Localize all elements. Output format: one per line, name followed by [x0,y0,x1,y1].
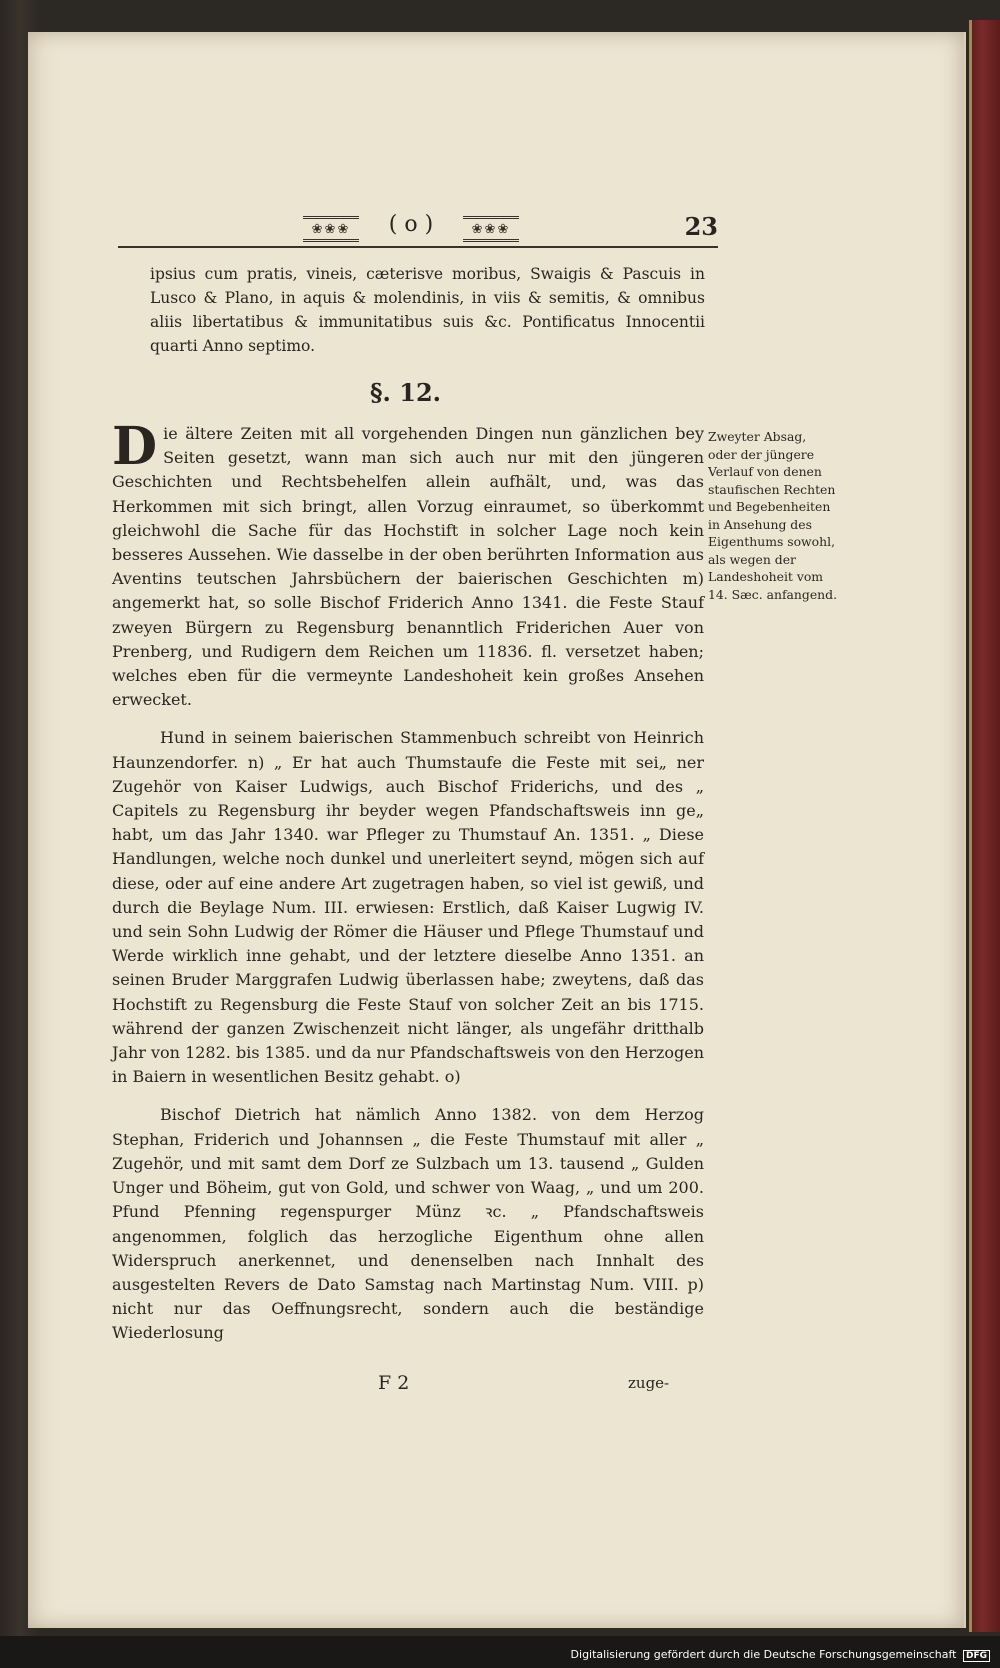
digitization-credit [571,1648,990,1662]
paragraph-3: Bischof Dietrich hat nämlich Anno 1382. von dem Herzog Stephan, Friderich und Johannsen „ die Feste Thumstauf mit aller „ Zugehör, und mit samt dem Dorf ze Sulzbach um 13. tausend „ Gulden Unger und Böheim, gut von Gold, und schwer von Waag, „ und um 200. Pfund Pfenning regenspurger Münz ꝛc. „ Pfandschaftsweis angenommen, folglich das herzogliche Eigenthum ohne allen Widerspruch anerkennet, und denenselben nach Innhalt des ausgestelten Revers de Dato Samstag nach Martinstag Num. VIII. p) nicht nur das Oeffnungsrecht, sondern auch die beständige Wiederlosung [112,1105,704,1343]
section-heading: §. 12. [370,378,442,407]
header-ornament-left: ❀❀❀ [303,216,359,242]
page-number: 23 [684,212,718,241]
credit-text: Digitalisierung gefördert durch die Deutsche Forschungsgemeinschaft [570,1648,957,1661]
latin-quotation: ipsius cum pratis, vineis, cæterisve moribus, Swaigis & Pascuis in Lusco & Plano, in aquis & molendinis, in viis & semitis, & omnibus aliis libertatibus & immunitatibus suis &c. Pontificatus Innocentii quarti Anno septimo. [150,265,705,355]
catchword: zuge- [628,1374,670,1392]
margin-note: Zweyter Absag, oder der jüngere Verlauf von denen staufischen Rechten und Begebenheiten in Ansehung des Eigenthums sowohl, als wegen der Landeshoheit vom 14. Sæc. anfangend. [708,429,838,602]
header-ornament-right: ❀❀❀ [463,216,519,242]
book-cover-edge [970,20,1000,1632]
header-rule [118,246,718,248]
gilt-line [969,20,972,1632]
signature-mark: F 2 [378,1372,410,1394]
paragraph-1 [112,416,704,712]
header-center-mark: ( o ) [388,212,434,237]
paragraph-1-text: ie ältere Zeiten mit all vorgehenden Dingen nun gänzlichen bey Seiten gesetzt, wann man sich auch nur mit den jüngeren Geschichten und Rechtsbehelfen allein aufhält, und, was das Herkommen mit sich bringt, allen Vorzug einraumet, so überkommt gleichwohl die Sache für das Hochstift in solcher Lage noch kein besseres Aussehen. Wie dasselbe in der oben berührten Information aus Aventins teutschen Jahrsbüchern der baierischen Geschichten m) angemerkt hat, so solle Bischof Friderich Anno 1341. die Feste Stauf zweyen Bürgern zu Regensburg benanntlich Friderichen Auer von Prenberg, und Rudigern dem Reichen um 11836. fl. versetzet haben; welches eben für die vermeynte Landeshoheit kein großes Ansehen erwecket. [112,424,704,710]
dfg-logo-icon: DFG [963,1650,990,1662]
paragraph-2: Hund in seinem baierischen Stammenbuch schreibt von Heinrich Haunzendorfer. n) „ Er hat auch Thumstaufe die Feste mit sei„ ner Zugehör von Kaiser Ludwigs, auch Bischof Friderichs, und des „ Capitels zu Regensburg ihr beyder wegen Pfandschaftsweis inn ge„ habt, um das Jahr 1340. war Pfleger zu Thumstauf An. 1351. „ Diese Handlungen, welche noch dunkel und unerleitert seynd, mögen sich auf diese, oder auf eine andere Art zugetragen haben, so viel ist gewiß, und durch die Beylage Num. III. erwiesen: Erstlich, daß Kaiser Lugwig IV. und sein Sohn Ludwig der Römer die Häuser und Pflege Thumstauf und Werde wirklich inne gehabt, und der letztere dieselbe Anno 1351. an seinen Bruder Marggrafen Ludwig überlassen habe; zweytens, daß das Hochstift zu Regensburg die Feste Stauf von solcher Zeit an bis 1715. während der ganzen Zwischenzeit nicht länger, als ungefähr dritthalb Jahr von 1282. bis 1385. und da nur Pfandschaftsweis von den Herzogen in Baiern in wesentlichen Besitz gehabt. o) [112,728,704,1087]
page-header [118,212,718,248]
main-text [112,416,704,1360]
drop-initial: D [112,416,158,477]
